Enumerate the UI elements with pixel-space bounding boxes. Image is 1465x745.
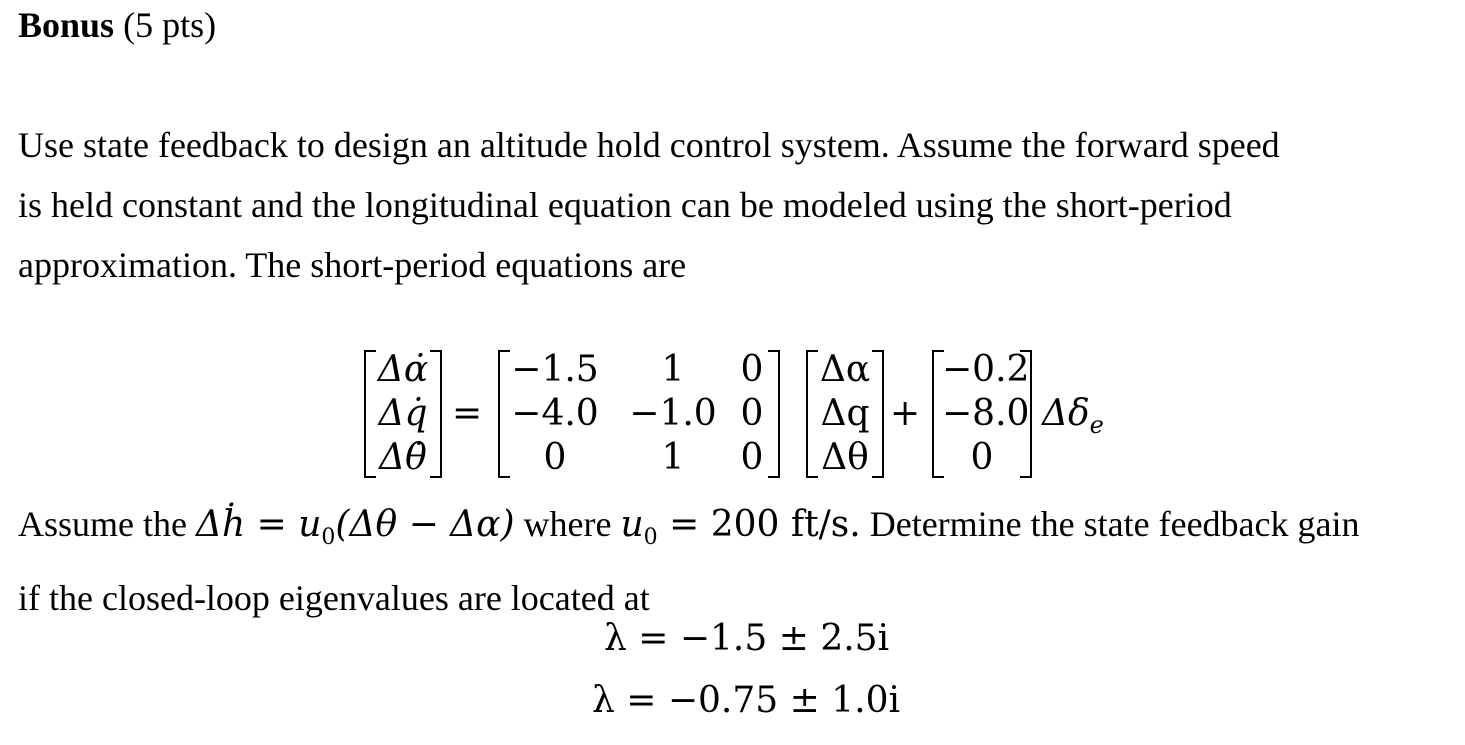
- assume-post: Determine the state feedback gain: [860, 504, 1360, 544]
- intro-line-2: is held constant and the longitudinal equation can be modeled using the short-period: [18, 185, 1232, 225]
- lhs-cell: Δα̇: [377, 349, 429, 390]
- equals-sign: =: [452, 393, 483, 434]
- a-cell: 0: [740, 393, 764, 434]
- lhs-cell: Δθ̇: [379, 437, 427, 478]
- lhs-left-bracket: [364, 350, 376, 478]
- u0-symbol: u: [620, 504, 644, 545]
- altitude-rate-expr: Δḣ = u: [195, 504, 322, 545]
- lhs-cell: Δq̇: [378, 393, 428, 434]
- angle-diff-expr: (Δθ − Δα): [335, 504, 515, 545]
- a-cell: −1.5: [511, 349, 599, 390]
- intro-line-1: Use state feedback to design an altitude hold control system. Assume the forward speed: [18, 125, 1280, 165]
- state-vector: [806, 346, 882, 482]
- intro-paragraph: [18, 115, 1458, 295]
- heading-points: (5 pts): [123, 5, 217, 45]
- assume-line-2: if the closed-loop eigenvalues are located at: [18, 578, 650, 619]
- a-right-bracket: [768, 350, 780, 478]
- eigenvalue-1: λ = −1.5 ± 2.5i: [604, 618, 890, 659]
- lhs-vector: [364, 346, 440, 482]
- where-text: where: [514, 504, 621, 544]
- x-cell: Δq: [820, 393, 870, 434]
- assume-paragraph: [18, 494, 1359, 628]
- b-right-bracket: [1020, 350, 1032, 478]
- u0-subscript: 0: [321, 525, 336, 551]
- a-cell: 0: [543, 437, 567, 478]
- b-cell: 0: [970, 437, 994, 478]
- x-cell: Δα: [819, 349, 871, 390]
- a-cell: 0: [740, 349, 764, 390]
- a-cell: −4.0: [511, 393, 599, 434]
- u0-symbol-sub: 0: [643, 525, 658, 551]
- a-cell: 1: [661, 437, 685, 478]
- speed-value: = 200 ft/s.: [657, 504, 861, 545]
- x-left-bracket: [806, 350, 818, 478]
- assume-pre: Assume the: [18, 504, 196, 544]
- a-cell: −1.0: [629, 393, 717, 434]
- plus-sign: +: [890, 393, 921, 434]
- a-cell: 1: [661, 349, 685, 390]
- input-delta-e: [1042, 392, 1122, 440]
- a-left-bracket: [498, 350, 510, 478]
- state-equation: [364, 346, 1124, 482]
- input-subscript: e: [1089, 411, 1104, 440]
- a-matrix: [498, 346, 778, 482]
- lhs-right-bracket: [430, 350, 442, 478]
- input-symbol: Δδ: [1042, 393, 1090, 434]
- b-vector: [932, 346, 1030, 482]
- heading: [18, 4, 216, 46]
- x-right-bracket: [872, 350, 884, 478]
- b-cell: −0.2: [942, 349, 1030, 390]
- b-cell: −8.0: [942, 393, 1030, 434]
- assume-line-1: [18, 494, 1359, 568]
- heading-bold: Bonus: [18, 5, 115, 45]
- x-cell: Δθ: [821, 437, 869, 478]
- eigenvalue-2: λ = −0.75 ± 1.0i: [592, 680, 901, 721]
- a-cell: 0: [740, 437, 764, 478]
- intro-line-3: approximation. The short-period equations are: [18, 245, 687, 285]
